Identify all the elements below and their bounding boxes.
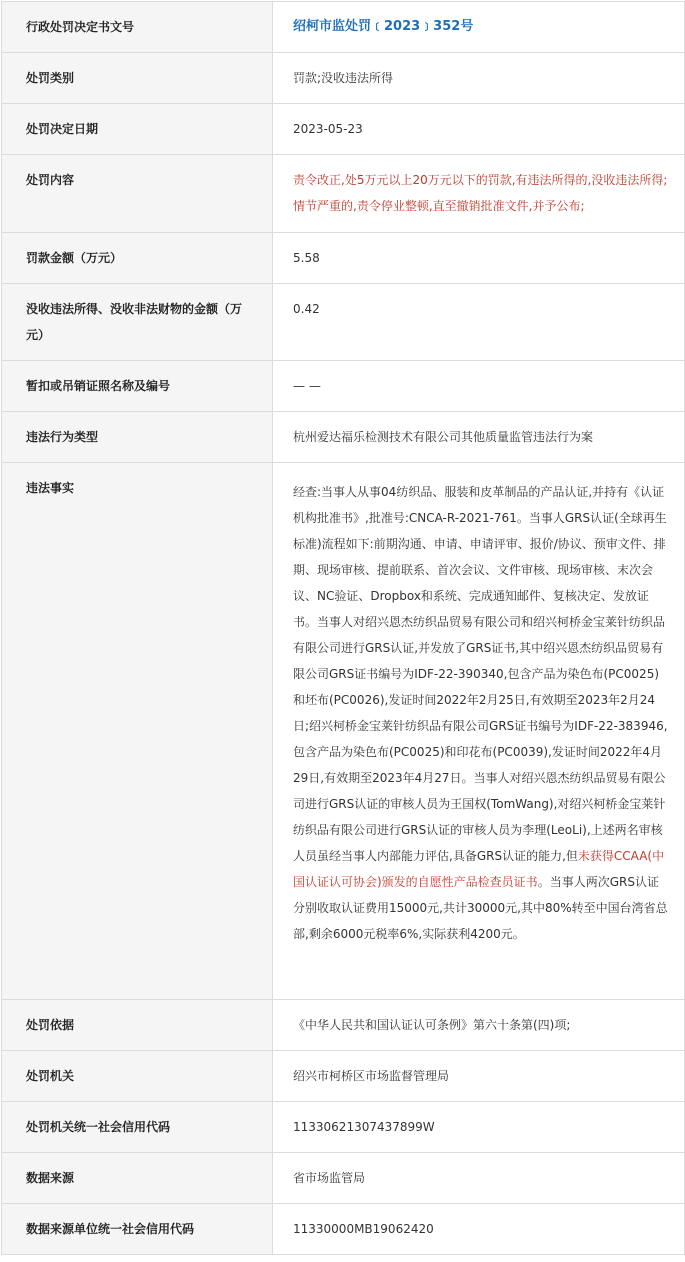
facts-text-part1: 经查:当事人从事04纺织品、服装和皮革制品的产品认证,并持有《认证机构批准书》,批准号:CNCA-R-2021-761。当事人GRS认证(全球再生标准)流程如下:前期沟通、申请、申请评审、报价/协议、预审文件、排期、现场审核、提前联系、首次会议、文件审核、现场审核、末次会议、NC验证、Dropbox和系统、完成通知邮件、复核决定、发放证书。当事人对绍兴恩杰纺织品贸易有限公司和绍兴柯桥金宝莱针纺织品有限公司进行GRS认证,并发放了GRS证书,其中绍兴恩杰纺织品贸易有限公司GRS证书编号为IDF-22-390340,包含产品为染色布(PC0025)和坯布(PC0026),发证时间2022年2月25日,有效期至2023年2月24日;绍兴柯桥金宝莱针纺织品有限公司GRS证书编号为IDF-22-383946,包含产品为染色布(PC0025)和印花布(PC0039),发证时间2022年4月29日,有效期至2023年4月27日。当事人对绍兴恩杰纺织品贸易有限公司进行GRS认证的审核人员为王国权(TomWang),对绍兴柯桥金宝莱针纺织品有限公司进行GRS认证的审核人员为李理(LeoLi),上述两名审核人员虽经当事人内部能力评估,具备GRS认证的能力,但 xyxy=(293,485,668,863)
row-confiscation-amount xyxy=(2,284,685,361)
label-legal-basis: 处罚依据 xyxy=(2,1000,273,1051)
row-violation-facts xyxy=(2,463,685,1000)
value-penalty-category: 罚款;没收违法所得 xyxy=(273,53,685,104)
value-violation-type: 杭州爱达福乐检测技术有限公司其他质量监管违法行为案 xyxy=(273,412,685,463)
value-fine-amount: 5.58 xyxy=(273,233,685,284)
label-authority-credit-code: 处罚机关统一社会信用代码 xyxy=(2,1102,273,1153)
value-authority-credit-code: 11330621307437899W xyxy=(273,1102,685,1153)
label-data-source: 数据来源 xyxy=(2,1153,273,1204)
label-license-revocation: 暂扣或吊销证照名称及编号 xyxy=(2,361,273,412)
label-penalty-authority: 处罚机关 xyxy=(2,1051,273,1102)
value-confiscation-amount: 0.42 xyxy=(273,284,685,361)
row-legal-basis xyxy=(2,1000,685,1051)
value-document-number: 绍柯市监处罚﹝2023﹞352号 xyxy=(273,2,685,53)
row-authority-credit-code xyxy=(2,1102,685,1153)
value-data-source: 省市场监管局 xyxy=(273,1153,685,1204)
label-violation-type: 违法行为类型 xyxy=(2,412,273,463)
value-decision-date: 2023-05-23 xyxy=(273,104,685,155)
label-penalty-category: 处罚类别 xyxy=(2,53,273,104)
penalty-info-table xyxy=(1,1,685,1255)
value-penalty-content: 责令改正,处5万元以上20万元以下的罚款,有违法所得的,没收违法所得;情节严重的,责令停业整顿,直至撤销批准文件,并予公布; xyxy=(273,155,685,233)
facts-text-part2: 。当事人两次GRS认证分别收取认证费用15000元,共计30000元,其中80%转至中国台湾省总部,剩余6000元税率6%,实际获利4200元。 xyxy=(293,875,668,941)
row-penalty-authority xyxy=(2,1051,685,1102)
row-penalty-content xyxy=(2,155,685,233)
label-confiscation-amount: 没收违法所得、没收非法财物的金额（万元） xyxy=(2,284,273,361)
value-license-revocation: — — xyxy=(273,361,685,412)
row-data-source xyxy=(2,1153,685,1204)
value-violation-facts xyxy=(273,463,685,1000)
row-source-credit-code xyxy=(2,1204,685,1255)
row-license-revocation xyxy=(2,361,685,412)
row-violation-type xyxy=(2,412,685,463)
label-source-credit-code: 数据来源单位统一社会信用代码 xyxy=(2,1204,273,1255)
row-fine-amount xyxy=(2,233,685,284)
facts-highlight: 未获得CCAA(中国认证认可协会)颁发的自愿性产品检查员证书 xyxy=(293,849,665,889)
value-penalty-authority: 绍兴市柯桥区市场监督管理局 xyxy=(273,1051,685,1102)
value-source-credit-code: 11330000MB19062420 xyxy=(273,1204,685,1255)
label-fine-amount: 罚款金额（万元） xyxy=(2,233,273,284)
label-violation-facts: 违法事实 xyxy=(2,463,273,1000)
label-decision-date: 处罚决定日期 xyxy=(2,104,273,155)
label-document-number: 行政处罚决定书文号 xyxy=(2,2,273,53)
row-document-number xyxy=(2,2,685,53)
row-penalty-category xyxy=(2,53,685,104)
label-penalty-content: 处罚内容 xyxy=(2,155,273,233)
value-legal-basis: 《中华人民共和国认证认可条例》第六十条第(四)项; xyxy=(273,1000,685,1051)
row-decision-date xyxy=(2,104,685,155)
